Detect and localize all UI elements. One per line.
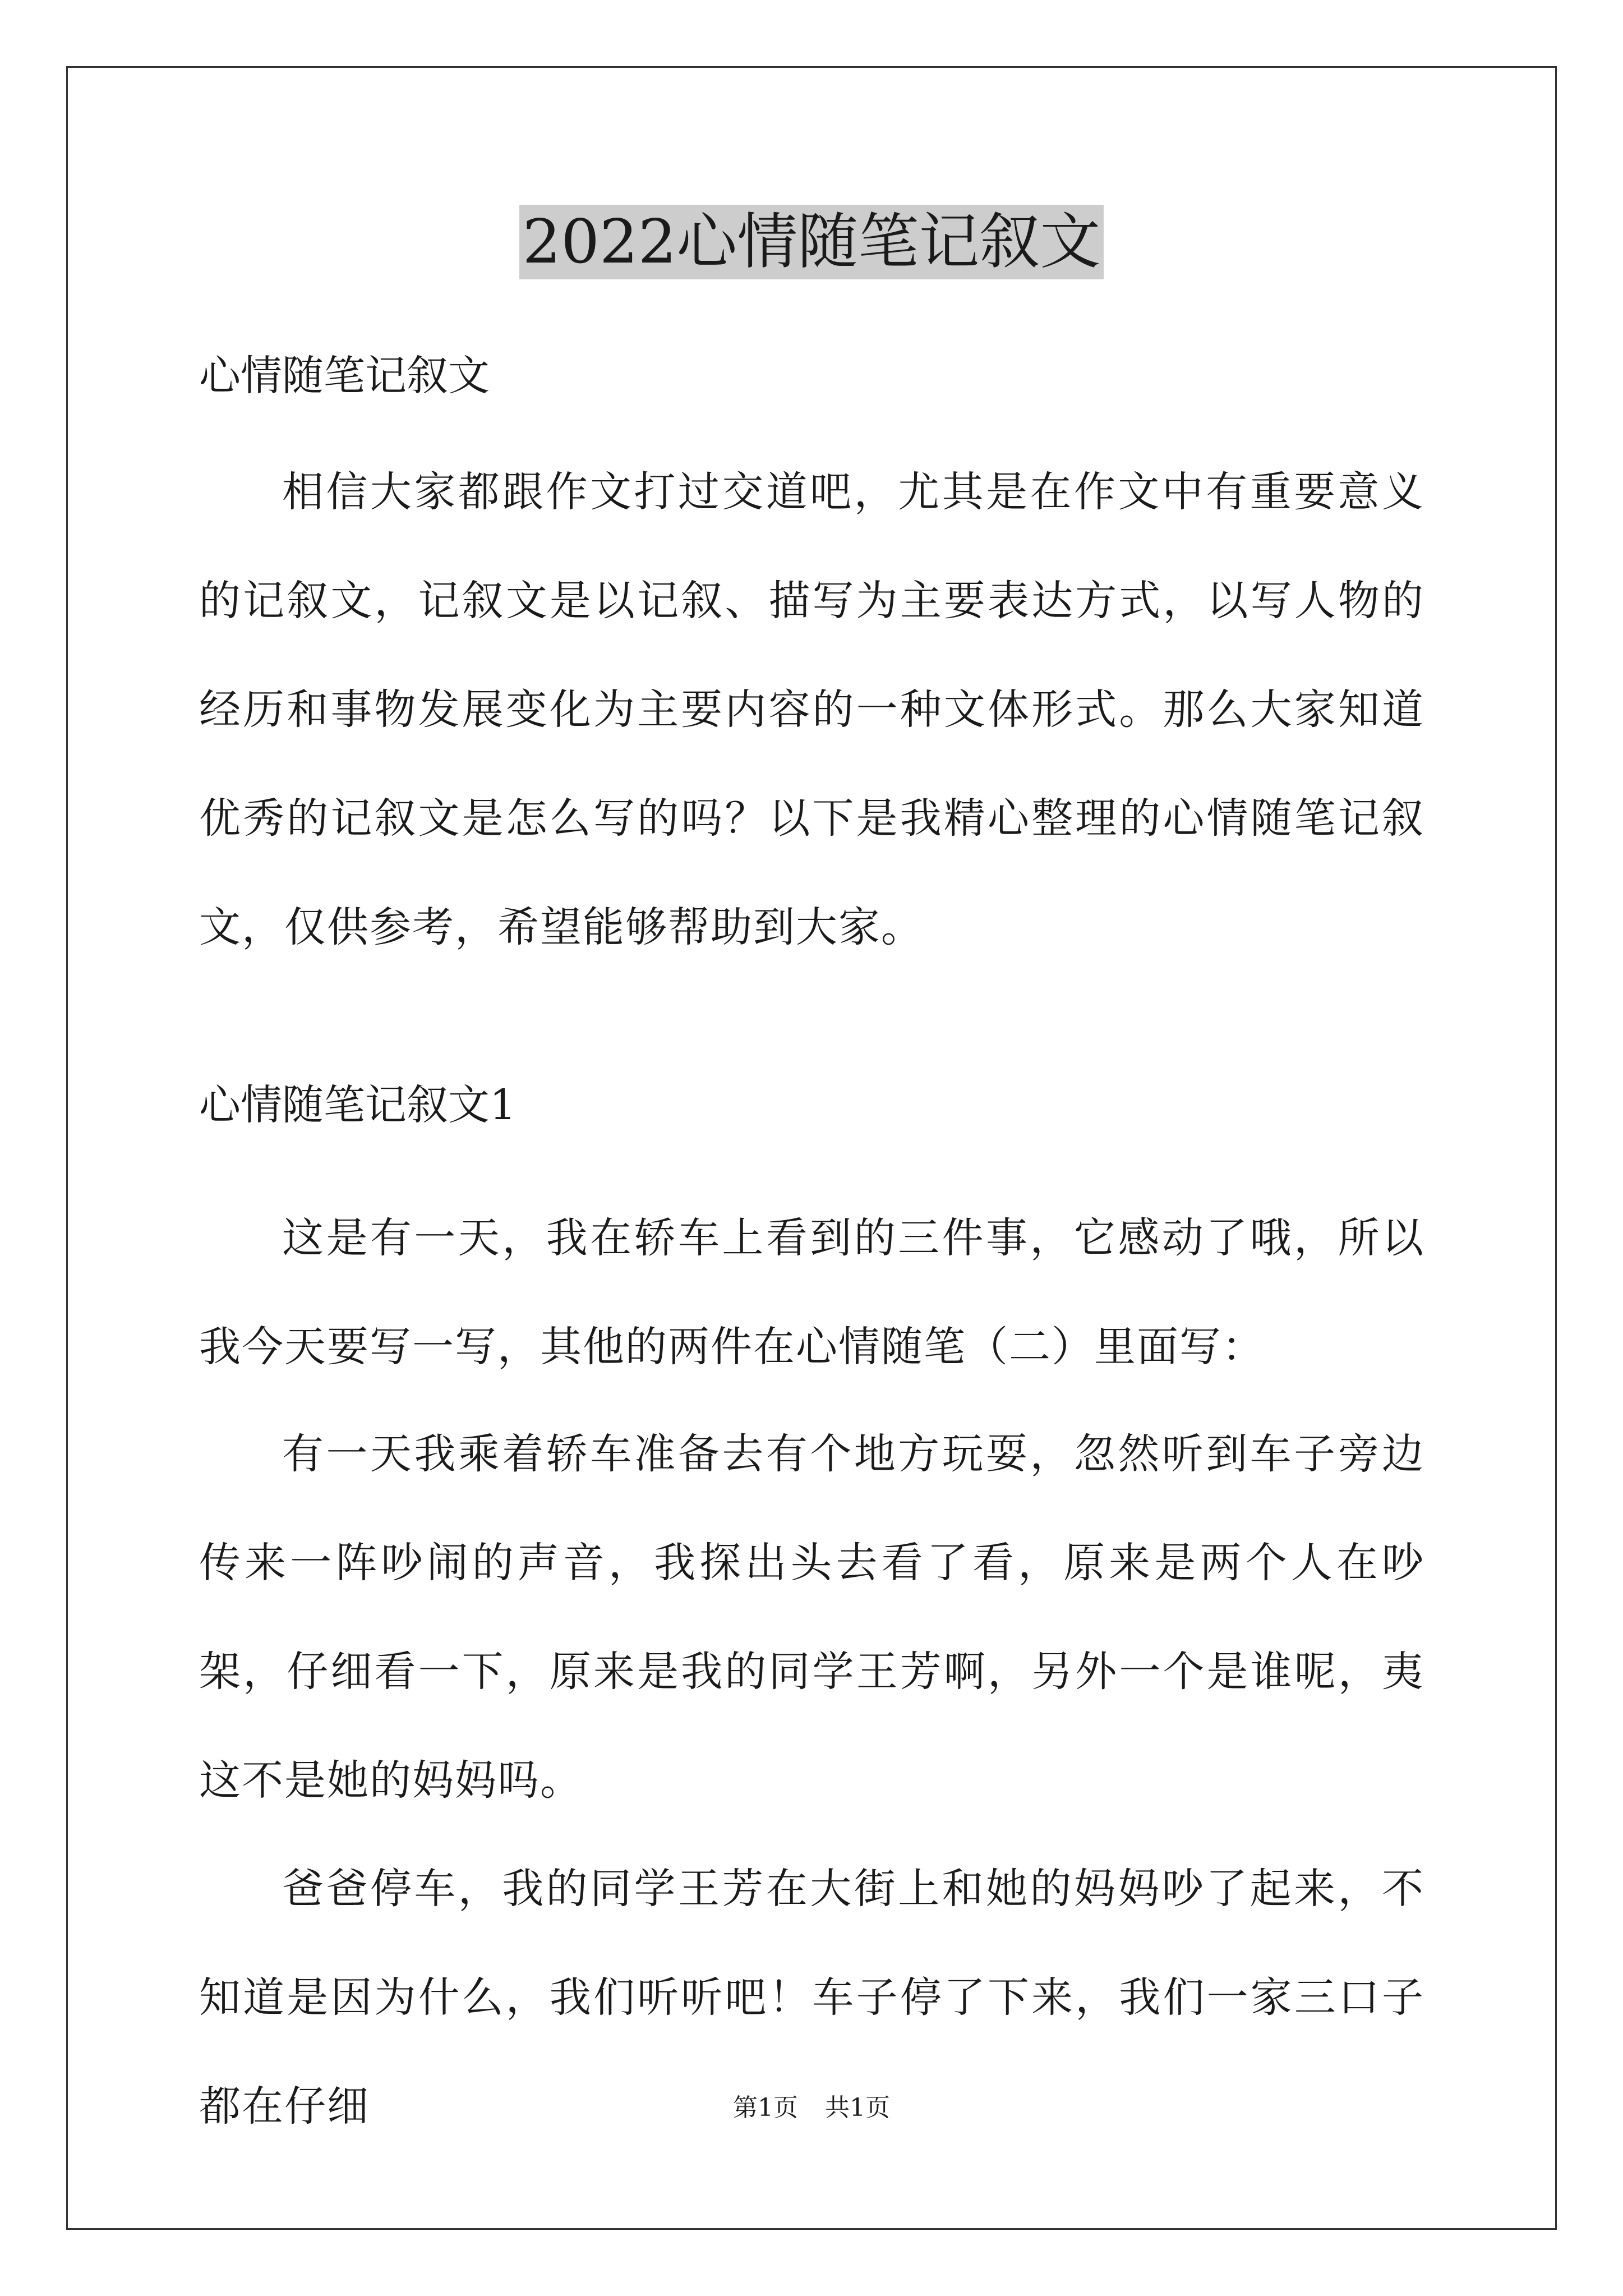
page-total: 共1页 [825,2093,890,2122]
page-number: 第1页 [733,2093,798,2122]
section-paragraph: 这是有一天，我在轿车上看到的三件事，它感动了哦，所以我今天要写一写，其他的两件在心情随笔（二）里面写： [199,1214,1424,1371]
document-title-text: 2022心情随笔记叙文 [519,205,1104,279]
intro-paragraph: 相信大家都跟作文打过交道吧，尤其是在作文中有重要意义的记叙文，记叙文是以记叙、描写为主要表达方式，以写人物的经历和事物发展变化为主要内容的一种文体形式。那么大家知道优秀的记叙文是怎么写的吗？以下是我精心整理的心情随笔记叙文，仅供参考，希望能够帮助到大家。 [199,468,1424,951]
section-heading: 心情随笔记叙文1 [199,1081,517,1129]
document-title [0,203,1623,282]
page-footer [0,2091,1623,2125]
intro-heading: 心情随笔记叙文 [199,352,490,400]
section-paragraph: 爸爸停车，我的同学王芳在大街上和她的妈妈吵了起来，不知道是因为什么，我们听听吧！车子停了下来，我们一家三口子都在仔细 [199,1865,1424,2131]
section-paragraph: 有一天我乘着轿车准备去有个地方玩耍，忽然听到车子旁边传来一阵吵闹的声音，我探出头去看了看，原来是两个人在吵架，仔细看一下，原来是我的同学王芳啊，另外一个是谁呢，夷这不是她的妈妈吗。 [199,1430,1424,1805]
